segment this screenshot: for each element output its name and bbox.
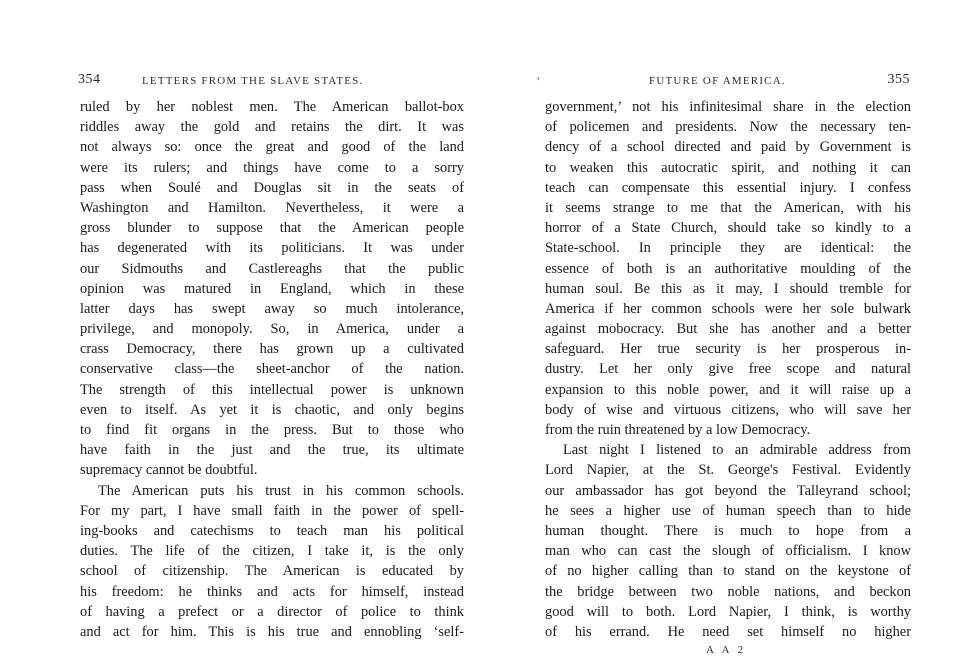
text-line: good will to both. Lord Napier, I think, is worthy [545, 603, 911, 620]
text-line: gross blunder to suppose that the American people [80, 220, 464, 237]
text-line: of his errand. He need set himself no higher [545, 623, 911, 640]
text-line: conservative class—the sheet-anchor of the nation. [80, 361, 464, 378]
text-line: Washington and Hamilton. Nevertheless, it were a [80, 199, 464, 216]
text-line: to find fit organs in the press. But to those who [80, 422, 464, 438]
text-line: government,’ not his infinitesimal share in the election [545, 99, 911, 115]
text-line: his freedom: he thinks and acts for himself, instead [80, 583, 464, 600]
text-line: America if her common schools were her sole bulwark [545, 300, 911, 317]
text-line: privilege, and monopoly. So, in America, under a [80, 321, 464, 338]
text-line: it seems strange to me that the American, with his [545, 199, 911, 216]
text-line: were its rulers; and things have come to a sorry [80, 159, 464, 176]
text-line: ing-books and catechisms to teach man his political [80, 522, 464, 539]
text-line: duties. The life of the citizen, I take it, is the only [80, 543, 464, 560]
text-line: The strength of this intellectual power is unknown [80, 381, 464, 398]
text-line: riddles away the gold and retains the dirt. It was [80, 119, 464, 136]
text-line: For my part, I have small faith in the power of spell- [80, 502, 464, 519]
text-line: of policemen and presidents. Now the necessary ten- [545, 119, 911, 136]
text-line: man who can cast the slough of officialism. I know [545, 543, 911, 560]
text-line: State-school. In principle they are identical: the [545, 240, 911, 257]
text-line: he sees a higher use of human speech than to hide [545, 502, 911, 519]
text-line: have faith in the just and the true, its ultimate [80, 442, 464, 459]
text-line: even to itself. As yet it is chaotic, and only begins [80, 401, 464, 418]
left-page-header [78, 74, 468, 92]
text-line: safeguard. Her true security is her prosperous in- [545, 341, 911, 358]
text-line: Last night I listened to an admirable address from [563, 442, 911, 459]
right-page-text [545, 97, 911, 642]
text-line: dency of a school directed and paid by Government is [545, 139, 911, 156]
left-page-text [80, 97, 464, 642]
text-line: dustry. Let her only give free scope and natural [545, 361, 911, 378]
right-page-number: 355 [887, 72, 910, 87]
text-line: our ambassador has got beyond the Talleyrand school; [545, 482, 911, 499]
text-line: of having a prefect or a director of police to think [80, 603, 464, 620]
right-page [490, 0, 980, 668]
margin-mark: ′ [537, 74, 540, 88]
text-line: opinion was matured in England, which in these [80, 280, 464, 297]
text-line: essence of both is an authoritative moulding of the [545, 260, 911, 277]
text-line: against mobocracy. But she has another and a better [545, 321, 911, 338]
text-line: from the ruin threatened by a low Democracy. [545, 422, 811, 438]
text-line: Lord Napier, at the St. George's Festival. Evidently [545, 462, 911, 479]
text-line: to weaken this autocratic spirit, and nothing it can [545, 159, 911, 176]
left-page-number: 354 [78, 72, 101, 87]
text-line: supremacy cannot be doubtful. [80, 462, 258, 479]
text-line: pass when Soulé and Douglas sit in the seats of [80, 179, 464, 196]
text-line: has degenerated with its politicians. It was under [80, 240, 464, 257]
signature-mark: A A 2 [706, 644, 747, 656]
text-line: not always so: once the great and good of the land [80, 139, 464, 156]
right-running-head: FUTURE OF AMERICA. [649, 75, 786, 87]
text-line: teach can compensate this essential injury. I confess [545, 179, 911, 196]
text-line: and act for him. This is his true and ennobling ‘self- [80, 623, 464, 640]
text-line: ruled by her noblest men. The American ballot-box [80, 99, 464, 115]
text-line: the bridge between two noble nations, and beckon [545, 583, 911, 600]
text-line: The American puts his trust in his common schools. [98, 482, 464, 499]
text-line: human thought. There is much to hope from a [545, 522, 911, 539]
text-line: human soul. Be this as it may, I should tremble for [545, 280, 911, 297]
right-page-header [545, 74, 910, 92]
text-line: our Sidmouths and Castlereaghs that the public [80, 260, 464, 277]
text-line: body of wise and virtuous citizens, who will save her [545, 401, 911, 418]
text-line: expansion to this noble power, and it will raise up a [545, 381, 911, 398]
text-line: school of citizenship. The American is educated by [80, 563, 464, 580]
text-line: of no higher calling than to stand on the keystone of [545, 563, 911, 580]
text-line: horror of a State Church, should take so kindly to a [545, 220, 911, 237]
left-running-head: LETTERS FROM THE SLAVE STATES. [142, 75, 364, 87]
text-line: crass Democracy, there has grown up a cultivated [80, 341, 464, 358]
text-line: latter days has swept away so much intolerance, [80, 300, 464, 317]
